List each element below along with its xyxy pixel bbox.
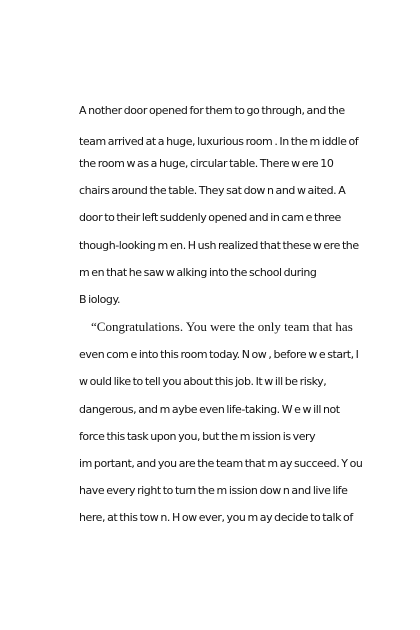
text-line: w ould like to tell you about this job. It w ill be risky,	[79, 375, 327, 388]
paragraph-first-line: “Congratulations. You were the only team that has	[91, 319, 353, 334]
text-line: im portant, and you are the team that m ay succeed. Y ou	[79, 457, 363, 470]
text-line: here, at this tow n. H ow ever, you m ay decide to talk of	[79, 511, 353, 524]
text-line: have every right to turn the m ission dow n and live life	[79, 484, 348, 497]
text-line: A nother door opened for them to go through, and the	[79, 104, 345, 117]
text-line: even com e into this room today. N ow , before w e start, I	[79, 348, 359, 361]
text-line: though-looking m en. H ush realized that these w ere the	[79, 239, 359, 252]
text-line: team arrived at a huge, luxurious room . In the m iddle of	[79, 135, 359, 148]
text-line: m en that he saw w alking into the school during	[79, 266, 317, 279]
text-line: B iology.	[79, 293, 120, 306]
text-line: dangerous, and m aybe even life-taking. W e w ill not	[79, 403, 340, 416]
text-line: chairs around the table. They sat dow n and w aited. A	[79, 184, 346, 197]
text-line: the room w as a huge, circular table. There w ere 10	[79, 157, 334, 170]
text-line: door to their left suddenly opened and in cam e three	[79, 211, 341, 224]
text-line: force this task upon you, but the m ission is very	[79, 430, 316, 443]
